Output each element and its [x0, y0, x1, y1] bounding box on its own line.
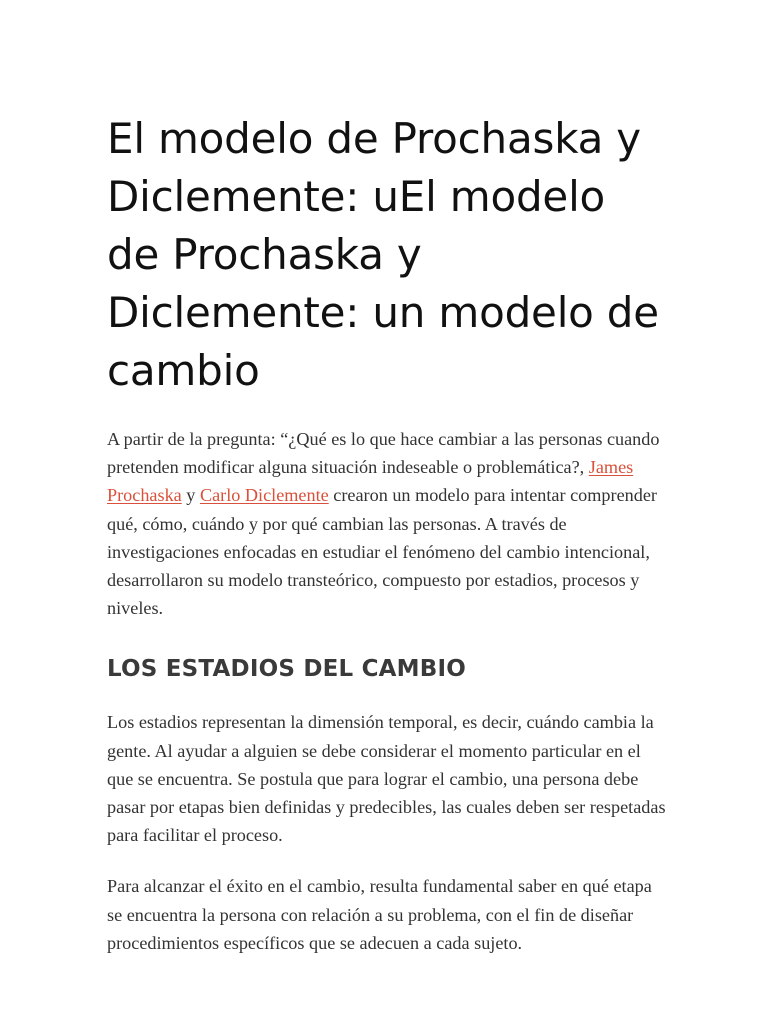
success-paragraph: Para alcanzar el éxito en el cambio, resulta fundamental saber en qué etapa se encuentra la persona con relación a su problema, con el fin de diseñar procedimientos específicos que se adecuen a cada sujeto. — [107, 876, 652, 953]
intro-paragraph — [107, 425, 667, 622]
page-title: El modelo de Prochaska y Diclemente: uEl modelo de Prochaska y Diclemente: un modelo de cambio — [107, 114, 659, 395]
stages-paragraph: Los estadios representan la dimensión temporal, es decir, cuándo cambia la gente. Al ayudar a alguien se debe considerar el momento particular en el que se encuentra. Se postula que para lograr el cambio, una persona debe pasar por etapas bien definidas y predecibles, las cuales deben ser respetadas para facilitar el proceso. — [107, 712, 666, 846]
intro-text-after: crearon un modelo para intentar comprender qué, cómo, cuándo y por qué cambian las personas. A través de investigaciones enfocadas en estudiar el fenómeno del cambio intencional, desarrollaron su modelo transteórico, compuesto por estadios, procesos y niveles. — [107, 485, 657, 619]
section-heading: LOS ESTADIOS DEL CAMBIO — [107, 656, 466, 683]
document-page — [107, 110, 667, 957]
intro-text-between: y — [181, 485, 200, 506]
james-prochaska-link[interactable]: James Prochaska — [107, 457, 634, 506]
carlo-diclemente-link[interactable]: Carlo Diclemente — [199, 485, 329, 506]
intro-text-before: A partir de la pregunta: “¿Qué es lo que hace cambiar a las personas cuando pretenden modificar alguna situación indeseable o problemática?, — [107, 429, 660, 478]
